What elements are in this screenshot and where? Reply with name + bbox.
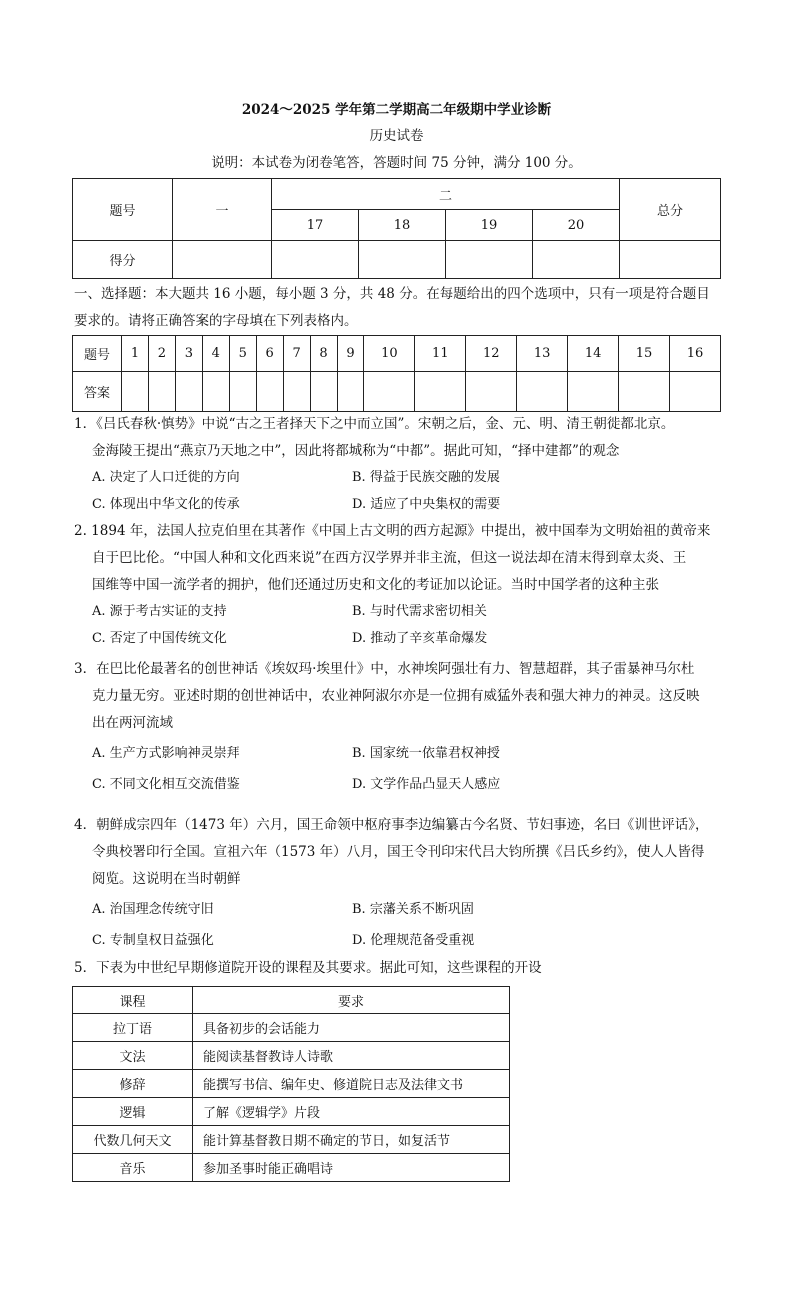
section-instructions-line: 一、选择题：本大题共 16 小题，每小题 3 分，共 48 分。在每题给出的四个选项中，只有一项是符合题目: [74, 286, 710, 302]
option-a[interactable]: A. 源于考古实证的支持: [92, 604, 227, 619]
course-name: 拉丁语: [73, 1014, 193, 1042]
answer-cell-5[interactable]: [229, 372, 256, 412]
course-name: 修辞: [73, 1070, 193, 1098]
score-table-row-label: 题号: [73, 179, 173, 241]
table-row: [73, 1126, 510, 1154]
option-d[interactable]: D. 文学作品凸显天人感应: [352, 777, 501, 792]
answer-number-3: 3: [175, 336, 202, 372]
answer-cell-13[interactable]: [517, 372, 568, 412]
question-text-line: 出在两河流域: [92, 715, 173, 731]
question-3: [74, 656, 734, 792]
score-sub-19: 19: [446, 210, 533, 241]
score-total-label: 总分: [620, 179, 721, 241]
answer-number-14: 14: [568, 336, 619, 372]
course-requirement: 能阅读基督教诗人诗歌: [193, 1042, 510, 1070]
score-part-2: 二: [272, 179, 620, 210]
option-a[interactable]: A. 生产方式影响神灵崇拜: [92, 746, 240, 761]
section-instructions: [74, 281, 734, 335]
question-text-line: 3．在巴比伦最著名的创世神话《埃奴玛·埃里什》中，水神埃阿强壮有力、智慧超群，其子雷暴神马尔杜: [74, 661, 695, 677]
question-text-line: 5．下表为中世纪早期修道院开设的课程及其要求。据此可知，这些课程的开设: [74, 960, 542, 976]
course-requirement: 了解《逻辑学》片段: [193, 1098, 510, 1126]
course-name: 文法: [73, 1042, 193, 1070]
option-b[interactable]: B. 宗藩关系不断巩固: [352, 902, 474, 917]
answer-table-label: 答案: [73, 372, 122, 412]
answer-cell-8[interactable]: [310, 372, 337, 412]
answer-cell-12[interactable]: [466, 372, 517, 412]
section-instructions-line: 要求的。请将正确答案的字母填在下列表格内。: [74, 313, 358, 329]
answer-cell-14[interactable]: [568, 372, 619, 412]
course-header-course: 课程: [73, 987, 193, 1014]
answer-cell-6[interactable]: [256, 372, 283, 412]
option-c[interactable]: C. 不同文化相互交流借鉴: [92, 777, 240, 792]
subject-title: 历史试卷: [369, 128, 424, 144]
question-text-line: 4．朝鲜成宗四年（1473 年）六月，国王命领中枢府事李边编纂古今名贤、节妇事迹，名曰《训世评话》，: [74, 817, 709, 833]
table-row: [73, 1042, 510, 1070]
course-name: 音乐: [73, 1154, 193, 1182]
score-table: [72, 178, 721, 279]
answer-cell-15[interactable]: [619, 372, 670, 412]
exam-title: 2024～2025 学年第二学期高二年级期中学业诊断: [241, 102, 552, 118]
score-sub-18: 18: [359, 210, 446, 241]
score-part-1: 一: [173, 179, 272, 241]
question-text-line: 阅览。这说明在当时朝鲜: [92, 871, 241, 887]
option-b[interactable]: B. 国家统一依靠君权神授: [352, 746, 500, 761]
answer-cell-4[interactable]: [202, 372, 229, 412]
answer-cell-16[interactable]: [669, 372, 720, 412]
option-a[interactable]: A. 治国理念传统守旧: [92, 902, 214, 917]
answer-number-2: 2: [148, 336, 175, 372]
table-row: [73, 1070, 510, 1098]
question-text-line: 克力量无穷。亚述时期的创世神话中，农业神阿淑尔亦是一位拥有威猛外表和强大神力的神灵。这反映: [92, 688, 700, 704]
option-d[interactable]: D. 适应了中央集权的需要: [352, 497, 501, 512]
score-cell[interactable]: [446, 241, 533, 279]
score-row-label: 得分: [73, 241, 173, 279]
score-sub-20: 20: [533, 210, 620, 241]
answer-number-12: 12: [466, 336, 517, 372]
answer-cell-10[interactable]: [364, 372, 415, 412]
answer-number-16: 16: [669, 336, 720, 372]
exam-note: 说明：本试卷为闭卷笔答，答题时间 75 分钟，满分 100 分。: [211, 155, 582, 171]
answer-number-13: 13: [517, 336, 568, 372]
question-text-line: 自于巴比伦。“中国人种和文化西来说”在西方汉学界并非主流，但这一说法却在清末得到章太炎、王: [92, 550, 687, 566]
answer-cell-11[interactable]: [415, 372, 466, 412]
option-a[interactable]: A. 决定了人口迁徙的方向: [92, 470, 240, 485]
answer-cell-2[interactable]: [148, 372, 175, 412]
table-row: [73, 1014, 510, 1042]
option-c[interactable]: C. 专制皇权日益强化: [92, 933, 214, 948]
question-4: [74, 812, 734, 948]
course-requirement: 能撰写书信、编年史、修道院日志及法律文书: [193, 1070, 510, 1098]
score-cell[interactable]: [359, 241, 446, 279]
answer-number-1: 1: [122, 336, 149, 372]
table-row: [73, 1154, 510, 1182]
answer-number-6: 6: [256, 336, 283, 372]
course-requirement: 具备初步的会话能力: [193, 1014, 510, 1042]
question-text-line: 国维等中国一流学者的拥护，他们还通过历史和文化的考证加以论证。当时中国学者的这种主张: [92, 577, 659, 593]
course-requirement: 参加圣事时能正确唱诗: [193, 1154, 510, 1182]
course-name: 代数几何天文: [73, 1126, 193, 1154]
answer-number-9: 9: [337, 336, 364, 372]
option-c[interactable]: C. 否定了中国传统文化: [92, 631, 227, 646]
answer-number-7: 7: [283, 336, 310, 372]
answer-table: [72, 335, 721, 412]
answer-cell-9[interactable]: [337, 372, 364, 412]
score-cell[interactable]: [620, 241, 721, 279]
score-sub-17: 17: [272, 210, 359, 241]
score-cell[interactable]: [173, 241, 272, 279]
answer-number-4: 4: [202, 336, 229, 372]
question-1: [74, 411, 734, 512]
answer-number-8: 8: [310, 336, 337, 372]
score-cell[interactable]: [272, 241, 359, 279]
table-row: [73, 1098, 510, 1126]
question-text-line: 2. 1894 年，法国人拉克伯里在其著作《中国上古文明的西方起源》中提出，被中国奉为文明始祖的黄帝来: [74, 523, 711, 539]
score-cell[interactable]: [533, 241, 620, 279]
course-table: [72, 986, 510, 1182]
question-text-line: 金海陵王提出“燕京乃天地之中”，因此将都城称为“中都”。据此可知，“择中建都”的观念: [92, 443, 620, 459]
option-d[interactable]: D. 推动了辛亥革命爆发: [352, 631, 488, 646]
option-b[interactable]: B. 与时代需求密切相关: [352, 604, 487, 619]
option-c[interactable]: C. 体现出中华文化的传承: [92, 497, 240, 512]
course-header-requirement: 要求: [193, 987, 510, 1014]
option-b[interactable]: B. 得益于民族交融的发展: [352, 470, 500, 485]
question-text-line: 令典校署印行全国。宣祖六年（1573 年）八月，国王令刊印宋代吕大钧所撰《吕氏乡约》，使人人皆得: [92, 844, 705, 860]
answer-number-15: 15: [619, 336, 670, 372]
answer-cell-1[interactable]: [122, 372, 149, 412]
course-requirement: 能计算基督教日期不确定的节日，如复活节: [193, 1126, 510, 1154]
answer-cell-7[interactable]: [283, 372, 310, 412]
question-5: [74, 955, 734, 982]
answer-cell-3[interactable]: [175, 372, 202, 412]
question-text-line: 1．《吕氏春秋·慎势》中说“古之王者择天下之中而立国”。宋朝之后，金、元、明、清王朝徙都北京。: [74, 416, 675, 432]
answer-number-5: 5: [229, 336, 256, 372]
course-name: 逻辑: [73, 1098, 193, 1126]
answer-number-11: 11: [415, 336, 466, 372]
option-d[interactable]: D. 伦理规范备受重视: [352, 933, 475, 948]
answer-table-head: 题号: [73, 336, 122, 372]
question-2: [74, 518, 734, 646]
answer-number-10: 10: [364, 336, 415, 372]
